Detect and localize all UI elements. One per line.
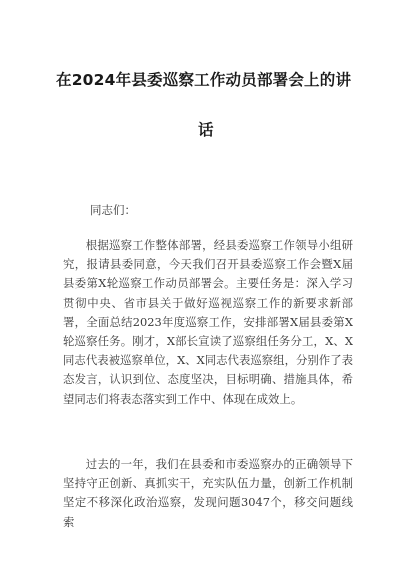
body-paragraph-1: 根据巡察工作整体部署，经县委巡察工作领导小组研究，报请县委同意，今天我们召开县委巡察工作会暨X届县委第X轮巡察工作动员部署会。主要任务是：深入学习贯彻中央、省市县关于做好巡视巡察工作的新要求新部署，全面总结2023年度巡察工作，安排部署X届县委第X轮巡察任务。刚才，X部长宣读了巡察组任务分工，X、X同志代表被巡察单位，X、X同志代表巡察组，分别作了表态发言，认识到位、态度坚决，目标明确、措施具体，希望同志们将表态落实到工作中、体现在成效上。 bbox=[63, 238, 353, 406]
body-paragraph-2: 过去的一年，我们在县委和市委巡察办的正确领导下坚持守正创新、真抓实干，充实队伍力量，创新工作机制坚定不移深化政治巡察，发现问题3047个，移交问题线索 bbox=[63, 457, 353, 529]
document-title-line-1: 在2024年县委巡察工作动员部署会上的讲 bbox=[56, 71, 352, 89]
salutation: 同志们： bbox=[90, 203, 136, 217]
document-title-line-2: 话 bbox=[198, 121, 214, 139]
